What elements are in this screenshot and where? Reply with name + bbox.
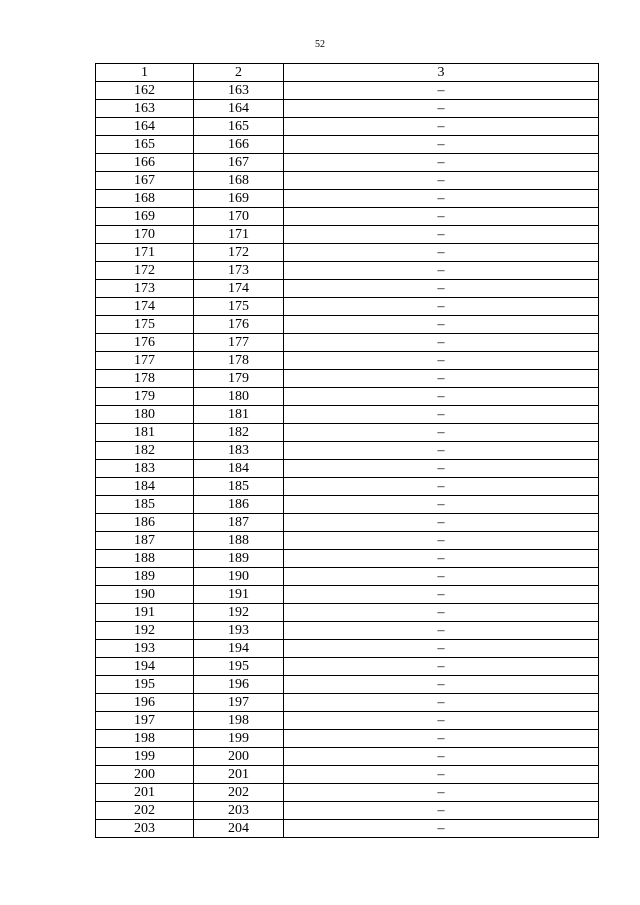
table-cell-col-1: 186 xyxy=(96,514,194,532)
table-row xyxy=(96,550,599,568)
table-cell-col-2: 192 xyxy=(194,604,284,622)
table-cell-col-2: 163 xyxy=(194,82,284,100)
table-row xyxy=(96,514,599,532)
table-cell-col-3: – xyxy=(284,622,599,640)
table-cell-col-3: – xyxy=(284,136,599,154)
table-cell-col-2: 189 xyxy=(194,550,284,568)
table-cell-col-1: 167 xyxy=(96,172,194,190)
table-row xyxy=(96,532,599,550)
table-cell-col-1: 178 xyxy=(96,370,194,388)
table-cell-col-2: 177 xyxy=(194,334,284,352)
table-header xyxy=(96,64,599,82)
table-cell-col-3: – xyxy=(284,532,599,550)
table-row xyxy=(96,334,599,352)
table-cell-col-3: – xyxy=(284,640,599,658)
table-row xyxy=(96,208,599,226)
table-cell-col-3: – xyxy=(284,676,599,694)
table-cell-col-2: 196 xyxy=(194,676,284,694)
table-cell-col-2: 194 xyxy=(194,640,284,658)
table-cell-col-1: 202 xyxy=(96,802,194,820)
table-cell-col-2: 184 xyxy=(194,460,284,478)
table-cell-col-1: 181 xyxy=(96,424,194,442)
table-cell-col-1: 203 xyxy=(96,820,194,838)
table-cell-col-2: 179 xyxy=(194,370,284,388)
table-cell-col-3: – xyxy=(284,496,599,514)
table-cell-col-2: 169 xyxy=(194,190,284,208)
table-cell-col-1: 192 xyxy=(96,622,194,640)
table-cell-col-1: 174 xyxy=(96,298,194,316)
table-cell-col-3: – xyxy=(284,406,599,424)
table-cell-col-2: 181 xyxy=(194,406,284,424)
table-cell-col-3: – xyxy=(284,478,599,496)
table-cell-col-2: 198 xyxy=(194,712,284,730)
table-cell-col-2: 197 xyxy=(194,694,284,712)
table-cell-col-3: – xyxy=(284,586,599,604)
data-table xyxy=(95,63,599,838)
table-row xyxy=(96,154,599,172)
table-row xyxy=(96,298,599,316)
table-row xyxy=(96,442,599,460)
table-cell-col-2: 174 xyxy=(194,280,284,298)
header-row xyxy=(96,64,599,82)
table-cell-col-3: – xyxy=(284,802,599,820)
table-cell-col-1: 175 xyxy=(96,316,194,334)
table-row xyxy=(96,604,599,622)
table-cell-col-3: – xyxy=(284,766,599,784)
table-cell-col-1: 191 xyxy=(96,604,194,622)
table-cell-col-3: – xyxy=(284,118,599,136)
table-cell-col-2: 183 xyxy=(194,442,284,460)
column-header-3: 3 xyxy=(284,64,599,82)
table-row xyxy=(96,586,599,604)
table-cell-col-2: 165 xyxy=(194,118,284,136)
table-cell-col-1: 189 xyxy=(96,568,194,586)
table-cell-col-3: – xyxy=(284,334,599,352)
table-cell-col-3: – xyxy=(284,424,599,442)
table-cell-col-2: 200 xyxy=(194,748,284,766)
table-cell-col-2: 186 xyxy=(194,496,284,514)
table-cell-col-3: – xyxy=(284,694,599,712)
table-cell-col-2: 199 xyxy=(194,730,284,748)
table-cell-col-1: 194 xyxy=(96,658,194,676)
column-header-2: 2 xyxy=(194,64,284,82)
table-cell-col-3: – xyxy=(284,820,599,838)
table-cell-col-3: – xyxy=(284,460,599,478)
table-row xyxy=(96,352,599,370)
table-row xyxy=(96,316,599,334)
page-number: 52 xyxy=(315,39,325,50)
table-cell-col-1: 166 xyxy=(96,154,194,172)
table-cell-col-3: – xyxy=(284,784,599,802)
table-cell-col-1: 182 xyxy=(96,442,194,460)
table-cell-col-2: 193 xyxy=(194,622,284,640)
table-cell-col-1: 177 xyxy=(96,352,194,370)
table-cell-col-1: 170 xyxy=(96,226,194,244)
table-cell-col-2: 172 xyxy=(194,244,284,262)
table-cell-col-2: 182 xyxy=(194,424,284,442)
table-row xyxy=(96,280,599,298)
table-cell-col-3: – xyxy=(284,316,599,334)
table-cell-col-1: 193 xyxy=(96,640,194,658)
table-row xyxy=(96,406,599,424)
table-cell-col-1: 200 xyxy=(96,766,194,784)
table-cell-col-1: 196 xyxy=(96,694,194,712)
table-row xyxy=(96,262,599,280)
table-row xyxy=(96,424,599,442)
table-cell-col-3: – xyxy=(284,748,599,766)
table-cell-col-2: 204 xyxy=(194,820,284,838)
table-cell-col-3: – xyxy=(284,388,599,406)
table-cell-col-1: 163 xyxy=(96,100,194,118)
table-cell-col-2: 190 xyxy=(194,568,284,586)
table-cell-col-1: 183 xyxy=(96,460,194,478)
table-cell-col-2: 168 xyxy=(194,172,284,190)
table-cell-col-2: 201 xyxy=(194,766,284,784)
table-cell-col-1: 184 xyxy=(96,478,194,496)
table-row xyxy=(96,460,599,478)
table-cell-col-3: – xyxy=(284,658,599,676)
table-cell-col-1: 164 xyxy=(96,118,194,136)
table-cell-col-1: 180 xyxy=(96,406,194,424)
table-cell-col-2: 166 xyxy=(194,136,284,154)
table-cell-col-1: 169 xyxy=(96,208,194,226)
table-row xyxy=(96,496,599,514)
table-cell-col-2: 188 xyxy=(194,532,284,550)
table-row xyxy=(96,190,599,208)
table-row xyxy=(96,694,599,712)
table-cell-col-2: 170 xyxy=(194,208,284,226)
table-row xyxy=(96,82,599,100)
table-cell-col-3: – xyxy=(284,604,599,622)
table-cell-col-1: 162 xyxy=(96,82,194,100)
column-header-1: 1 xyxy=(96,64,194,82)
table-cell-col-2: 167 xyxy=(194,154,284,172)
table-cell-col-1: 187 xyxy=(96,532,194,550)
table-cell-col-3: – xyxy=(284,190,599,208)
table-row xyxy=(96,748,599,766)
table-cell-col-2: 175 xyxy=(194,298,284,316)
table-cell-col-3: – xyxy=(284,82,599,100)
table-cell-col-1: 165 xyxy=(96,136,194,154)
table-row xyxy=(96,100,599,118)
table-cell-col-1: 185 xyxy=(96,496,194,514)
table-row xyxy=(96,244,599,262)
table-cell-col-3: – xyxy=(284,712,599,730)
table-body xyxy=(96,82,599,838)
table-cell-col-3: – xyxy=(284,208,599,226)
table-cell-col-2: 180 xyxy=(194,388,284,406)
table-cell-col-3: – xyxy=(284,550,599,568)
table-cell-col-2: 176 xyxy=(194,316,284,334)
table-cell-col-3: – xyxy=(284,298,599,316)
table-row xyxy=(96,226,599,244)
table-row xyxy=(96,802,599,820)
table-cell-col-3: – xyxy=(284,262,599,280)
table-row xyxy=(96,136,599,154)
table-cell-col-3: – xyxy=(284,154,599,172)
table-row xyxy=(96,712,599,730)
table-cell-col-3: – xyxy=(284,442,599,460)
table-cell-col-2: 187 xyxy=(194,514,284,532)
table-cell-col-2: 191 xyxy=(194,586,284,604)
table-cell-col-1: 176 xyxy=(96,334,194,352)
table-cell-col-2: 171 xyxy=(194,226,284,244)
table-cell-col-1: 188 xyxy=(96,550,194,568)
table-cell-col-2: 164 xyxy=(194,100,284,118)
table-cell-col-3: – xyxy=(284,370,599,388)
table-row xyxy=(96,370,599,388)
table-cell-col-1: 195 xyxy=(96,676,194,694)
table-cell-col-1: 201 xyxy=(96,784,194,802)
table-cell-col-3: – xyxy=(284,730,599,748)
table-row xyxy=(96,784,599,802)
table-cell-col-3: – xyxy=(284,514,599,532)
table-cell-col-3: – xyxy=(284,100,599,118)
table-cell-col-3: – xyxy=(284,226,599,244)
table-cell-col-1: 198 xyxy=(96,730,194,748)
table-row xyxy=(96,118,599,136)
table-row xyxy=(96,658,599,676)
table-cell-col-2: 203 xyxy=(194,802,284,820)
table-cell-col-3: – xyxy=(284,568,599,586)
table-cell-col-2: 202 xyxy=(194,784,284,802)
table-cell-col-1: 199 xyxy=(96,748,194,766)
table-cell-col-3: – xyxy=(284,280,599,298)
table-cell-col-2: 173 xyxy=(194,262,284,280)
table-cell-col-1: 190 xyxy=(96,586,194,604)
table-row xyxy=(96,478,599,496)
table-cell-col-2: 178 xyxy=(194,352,284,370)
table-row xyxy=(96,388,599,406)
table-cell-col-1: 168 xyxy=(96,190,194,208)
table-cell-col-1: 172 xyxy=(96,262,194,280)
table-cell-col-3: – xyxy=(284,352,599,370)
table-row xyxy=(96,640,599,658)
table-row xyxy=(96,676,599,694)
table-row xyxy=(96,820,599,838)
table-cell-col-3: – xyxy=(284,172,599,190)
table-row xyxy=(96,172,599,190)
table-row xyxy=(96,766,599,784)
table-cell-col-1: 197 xyxy=(96,712,194,730)
table-cell-col-2: 195 xyxy=(194,658,284,676)
table-cell-col-3: – xyxy=(284,244,599,262)
table-cell-col-1: 173 xyxy=(96,280,194,298)
table-row xyxy=(96,568,599,586)
table-row xyxy=(96,730,599,748)
table-row xyxy=(96,622,599,640)
table-cell-col-1: 171 xyxy=(96,244,194,262)
table-cell-col-1: 179 xyxy=(96,388,194,406)
table-cell-col-2: 185 xyxy=(194,478,284,496)
